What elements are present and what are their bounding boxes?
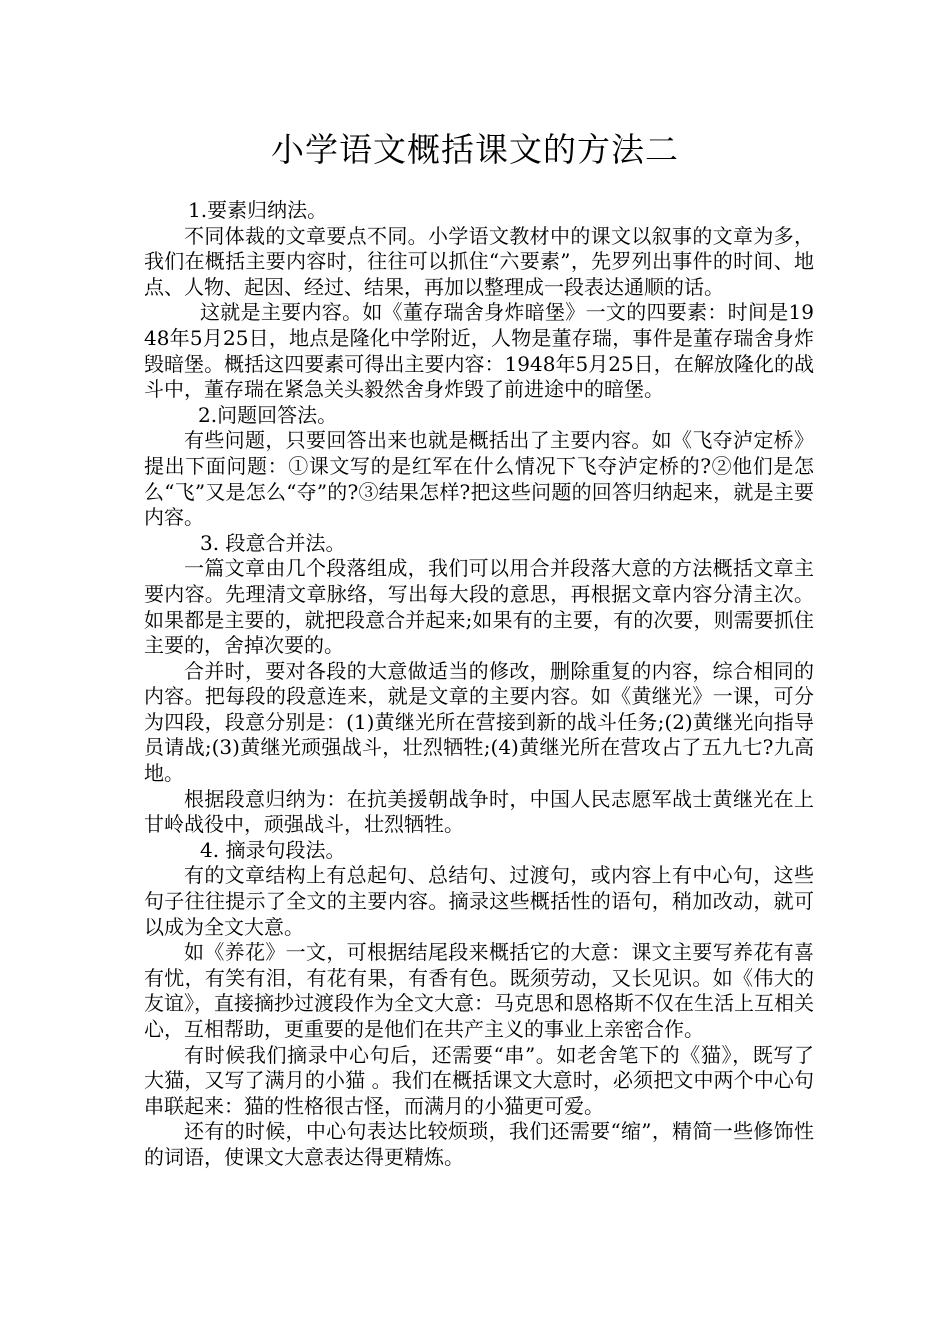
section-heading-4: 4. 摘录句段法。 [200, 837, 346, 862]
paragraph: 不同体裁的文章要点不同。小学语文教材中的课文以叙事的文章为多，我们在概括主要内容时，往往可以抓住“六要素”，先罗列出事件的时间、地点、人物、起因、经过、结果，再加以整理成一段表达通顺的话。 [144, 223, 814, 299]
section-heading-3: 3. 段意合并法。 [200, 530, 346, 555]
paragraph: 合并时，要对各段的大意做适当的修改，删除重复的内容，综合相同的内容。把每段的段意连来，就是文章的主要内容。如《黄继光》一课，可分为四段，段意分别是：(1)黄继光所在营接到新的战斗任务;(2)黄继光向指导员请战;(3)黄继光顽强战斗，壮烈牺牲;(4)黄继光所在营攻占了五九七?九高地。 [144, 658, 814, 786]
paragraph: 有些问题，只要回答出来也就是概括出了主要内容。如《飞夺泸定桥》提出下面问题：①课文写的是红军在什么情况下飞夺泸定桥的?②他们是怎么“飞”又是怎么“夺”的?③结果怎样?把这些问题的回答归纳起来，就是主要内容。 [144, 428, 814, 530]
document-body [144, 198, 814, 1171]
paragraph: 有的文章结构上有总起句、总结句、过渡句，或内容上有中心句，这些句子往往提示了全文的主要内容。摘录这些概括性的语句，稍加改动，就可以成为全文大意。 [144, 863, 814, 939]
section-heading-1: 1.要素归纳法。 [188, 198, 328, 222]
paragraph: 还有的时候，中心句表达比较烦琐，我们还需要“缩”，精简一些修饰性的词语，使课文大意表达得更精炼。 [144, 1119, 814, 1169]
paragraph: 这就是主要内容。如《董存瑞舍身炸暗堡》一文的四要素：时间是1948年5月25日，地点是隆化中学附近，人物是董存瑞，事件是董存瑞舍身炸毁暗堡。概括这四要素可得出主要内容：1948年5月25日，在解放隆化的战斗中，董存瑞在紧急关头毅然舍身炸毁了前进途中的暗堡。 [144, 300, 814, 402]
paragraph: 根据段意归纳为：在抗美援朝战争时，中国人民志愿军战士黄继光在上甘岭战役中，顽强战斗，壮烈牺牲。 [144, 786, 814, 837]
page-title: 小学语文概括课文的方法二 [271, 130, 679, 169]
paragraph: 有时候我们摘录中心句后，还需要“串”。如老舍笔下的《猫》，既写了大猫，又写了满月的小猫 。我们在概括课文大意时，必须把文中两个中心句串联起来：猫的性格很古怪，而满月的小猫更可爱。 [144, 1042, 814, 1118]
paragraph: 如《养花》一文，可根据结尾段来概括它的大意：课文主要写养花有喜有忧，有笑有泪，有花有果，有香有色。既须劳动，又长见识。如《伟大的友谊》，直接摘抄过渡段作为全文大意：马克思和恩格斯不仅在生活上互相关心，互相帮助，更重要的是他们在共产主义的事业上亲密合作。 [144, 940, 814, 1041]
paragraph: 一篇文章由几个段落组成，我们可以用合并段落大意的方法概括文章主要内容。先理清文章脉络，写出每大段的意思，再根据文章内容分清主次。如果都是主要的，就把段意合并起来;如果有的主要，有的次要，则需要抓住主要的，舍掉次要的。 [144, 556, 814, 658]
section-heading-2: 2.问题回答法。 [198, 402, 338, 427]
